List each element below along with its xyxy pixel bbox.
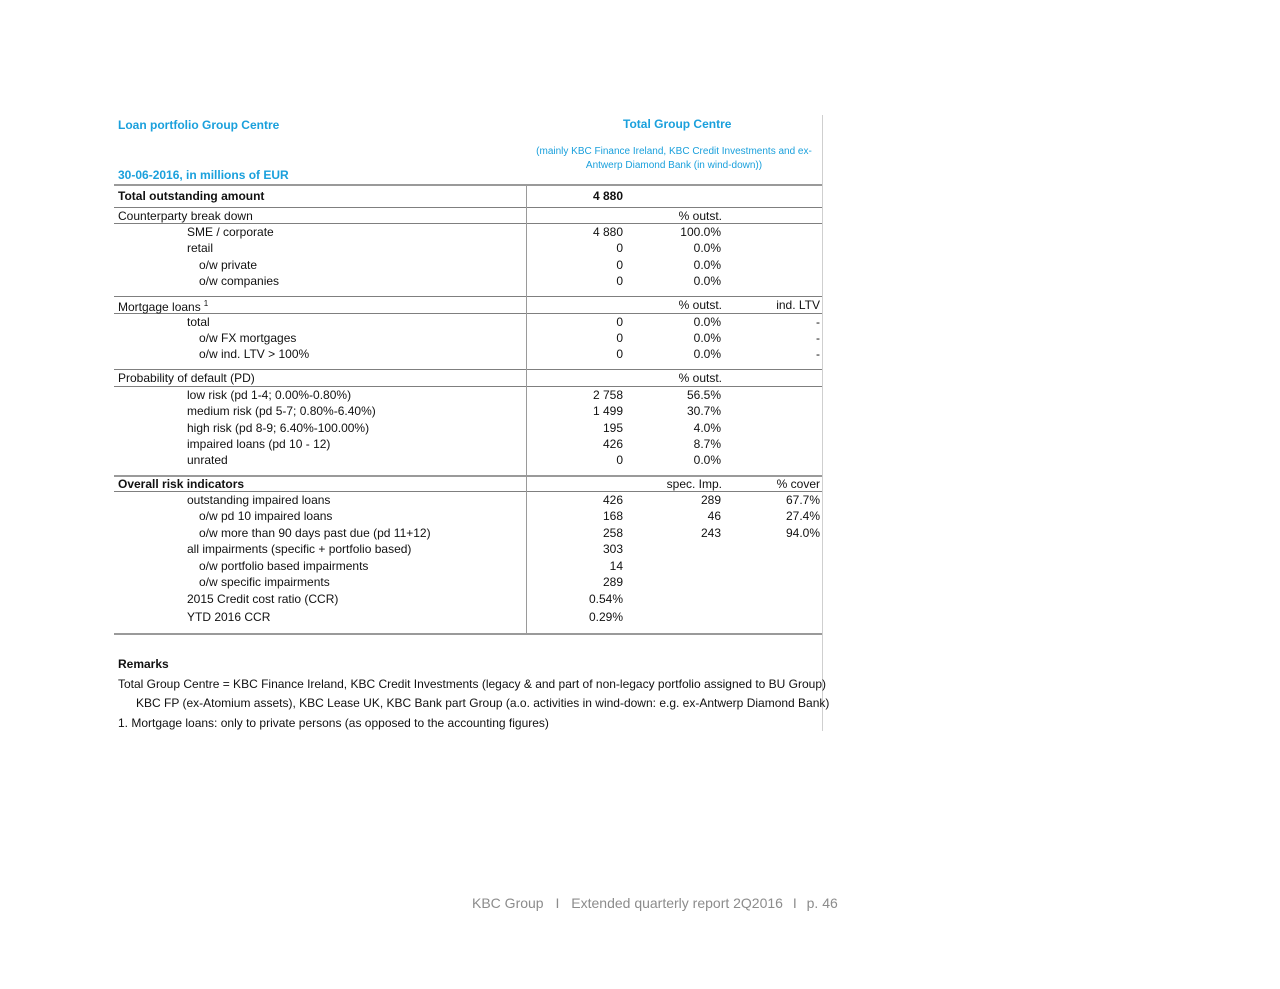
divider [114,184,822,186]
table-row-pct: 0.0% [693,453,721,467]
table-row-spec: 289 [700,493,721,507]
table-row-value: 2 758 [592,388,623,402]
divider [114,223,822,224]
date-caption: 30-06-2016, in millions of EUR [118,168,289,182]
table-row-value: 0 [616,258,623,272]
column-separator [526,184,527,633]
table-row-label: o/w FX mortgages [199,331,297,345]
table-row-spec: 46 [707,509,721,523]
table-row-value: 195 [602,421,623,435]
divider [114,491,822,492]
footer-separator: I [792,895,797,911]
table-row-spec: 243 [700,526,721,540]
table-row-label: unrated [187,453,228,467]
table-row-ltv: - [816,315,820,329]
table-row-value: 426 [602,493,623,507]
divider [114,633,822,635]
table-row-pct: 0.0% [693,274,721,288]
remarks-line: Total Group Centre = KBC Finance Ireland, KBC Credit Investments (legacy & and part of non-legacy portfolio assigned to BU Group) [118,677,827,691]
table-row-value: 0.54% [588,592,623,606]
total-label: Total outstanding amount [118,189,265,203]
page-footer [472,895,838,911]
table-row-label: medium risk (pd 5-7; 0.80%-6.40%) [187,404,376,418]
table-row-label: total [187,315,210,329]
table-row-value: 0 [616,241,623,255]
column-title: Total Group Centre [623,117,732,131]
table-row-label: o/w ind. LTV > 100% [199,347,310,361]
table-row-label: retail [187,241,214,255]
table-row-value: 0.29% [588,610,623,624]
footer-page-number: p. 46 [806,895,838,911]
table-row-value: 289 [602,575,623,589]
column-note-line1: (mainly KBC Finance Ireland, KBC Credit Investments and ex- [536,146,812,157]
table-row-label: SME / corporate [187,225,274,239]
remarks-line: KBC FP (ex-Atomium assets), KBC Lease UK, KBC Bank part Group (a.o. activities in wind-down: e.g. ex-Antwerp Diamond Bank) [136,696,830,710]
risk-col-cover: % cover [776,477,820,491]
footer-report: Extended quarterly report 2Q2016 [571,895,783,911]
table-row-label: o/w specific impairments [199,575,330,589]
counterparty-col-pct: % outst. [678,209,722,223]
table-row-pct: 8.7% [693,437,721,451]
total-value: 4 880 [592,189,623,203]
table-title: Loan portfolio Group Centre [118,118,280,132]
table-row-pct: 56.5% [686,388,721,402]
table-row-value: 0 [616,453,623,467]
pd-col-pct: % outst. [678,371,722,385]
mortgage-col-ltv: ind. LTV [776,298,820,312]
table-row-pct: 0.0% [693,347,721,361]
table-row-label: 2015 Credit cost ratio (CCR) [187,592,339,606]
divider [114,386,822,387]
table-row-value: 1 499 [592,404,623,418]
footnote-marker: 1 [203,299,209,308]
column-note-line2: Antwerp Diamond Bank (in wind-down)) [585,160,763,171]
divider [114,207,822,208]
divider [114,313,822,314]
mortgage-label: Mortgage loans $^1$ [118,299,209,314]
risk-col-spec: spec. Imp. [666,477,722,491]
table-row-ltv: - [816,347,820,361]
table-row-label: low risk (pd 1-4; 0.00%-0.80%) [187,388,352,402]
table-row-pct: 4.0% [693,421,721,435]
table-row-cover: 67.7% [785,493,820,507]
table-row-pct: 0.0% [693,315,721,329]
remarks-title: Remarks [118,657,169,671]
table-row-label: impaired loans (pd 10 - 12) [187,437,331,451]
table-row-label: YTD 2016 CCR [187,610,271,624]
table-row-value: 303 [602,542,623,556]
table-row-value: 0 [616,315,623,329]
remarks-footnote: 1. Mortgage loans: only to private persons (as opposed to the accounting figures) [118,716,549,730]
risk-label: Overall risk indicators [118,477,245,491]
table-row-value: 0 [616,347,623,361]
table-row-pct: 0.0% [693,331,721,345]
table-row-value: 14 [609,559,623,573]
table-row-value: 4 880 [592,225,623,239]
table-row-value: 426 [602,437,623,451]
table-row-value: 258 [602,526,623,540]
table-row-label: o/w pd 10 impaired loans [199,509,333,523]
mortgage-col-pct: % outst. [678,298,722,312]
table-row-label: o/w companies [199,274,280,288]
table-row-label: o/w portfolio based impairments [199,559,369,573]
table-row-label: all impairments (specific + portfolio based) [187,542,412,556]
table-row-ltv: - [816,331,820,345]
table-row-label: o/w private [199,258,258,272]
table-row-label: o/w more than 90 days past due (pd 11+12) [199,526,431,540]
right-border [822,115,823,731]
table-row-label: high risk (pd 8-9; 6.40%-100.00%) [187,421,370,435]
divider [114,296,822,297]
table-row-pct: 100.0% [680,225,721,239]
footer-company: KBC Group [472,895,544,911]
divider [114,369,822,370]
table-row-value: 0 [616,274,623,288]
table-row-cover: 94.0% [785,526,820,540]
table-row-label: outstanding impaired loans [187,493,331,507]
table-row-cover: 27.4% [785,509,820,523]
table-row-pct: 0.0% [693,241,721,255]
counterparty-label: Counterparty break down [118,209,253,223]
pd-label: Probability of default (PD) [118,371,255,385]
table-row-value: 168 [602,509,623,523]
table-row-pct: 30.7% [686,404,721,418]
table-row-pct: 0.0% [693,258,721,272]
table-row-value: 0 [616,331,623,345]
footer-separator: I [555,895,560,911]
